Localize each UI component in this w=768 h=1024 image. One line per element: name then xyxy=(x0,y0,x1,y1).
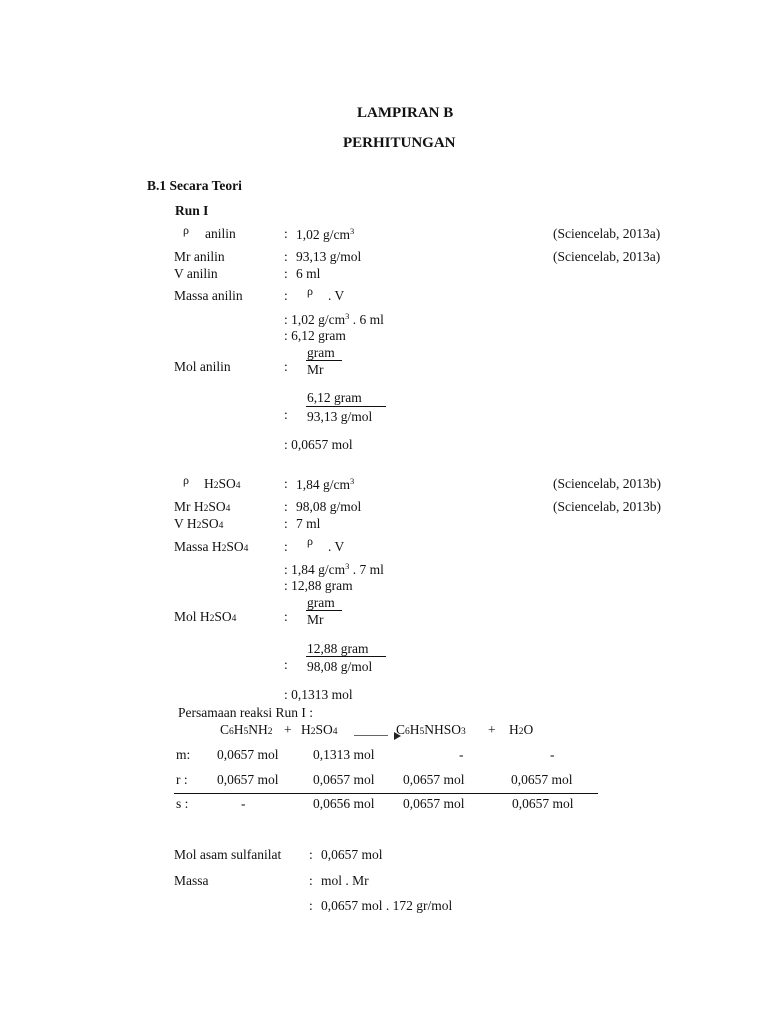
run-label: Run I xyxy=(175,203,209,218)
h2so4-massa-formula: . V xyxy=(328,539,345,554)
colon: : xyxy=(284,266,288,281)
anilin-mr-value: 93,13 g/mol xyxy=(296,249,362,264)
plus-sign: + xyxy=(488,722,496,737)
h2so4-mr-value: 98,08 g/mol xyxy=(296,499,362,514)
anilin-mol-label: Mol anilin xyxy=(174,359,231,374)
product-sulfanilic: C6H5NHSO3 xyxy=(396,722,466,737)
colon: : xyxy=(284,516,288,531)
anilin-mr-label: Mr anilin xyxy=(174,249,225,264)
plus-sign: + xyxy=(284,722,292,737)
product-water: H2O xyxy=(509,722,534,737)
sulfanilat-mol-value: 0,0657 mol xyxy=(321,847,383,862)
colon: : xyxy=(309,873,313,888)
table-cell: 0,0657 mol xyxy=(403,772,465,787)
page-subtitle: PERHITUNGAN xyxy=(343,135,456,151)
table-cell: 0,1313 mol xyxy=(313,747,375,762)
anilin-massa-formula: . V xyxy=(328,288,345,303)
colon: : xyxy=(284,499,288,514)
sulfanilat-massa-formula: mol . Mr xyxy=(321,873,369,888)
table-divider xyxy=(174,793,598,794)
anilin-rho-label: anilin xyxy=(205,226,236,241)
table-cell: 0,0657 mol xyxy=(511,772,573,787)
fraction-denominator: Mr xyxy=(307,362,324,377)
colon: : xyxy=(284,407,288,422)
page-title: LAMPIRAN B xyxy=(357,105,454,121)
anilin-v-label: V anilin xyxy=(174,266,218,281)
colon: : xyxy=(284,657,288,672)
anilin-massa-label: Massa anilin xyxy=(174,288,243,303)
h2so4-massa-step1: : 1,84 $g/cm^3$ . 7 ml xyxy=(284,561,384,577)
rho-symbol: ρ xyxy=(307,284,313,298)
anilin-massa-step2: : 6,12 gram xyxy=(284,328,346,343)
h2so4-rho-label: H2SO4 xyxy=(204,476,241,491)
section-heading: B.1 Secara Teori xyxy=(147,178,242,193)
table-cell: 0,0657 mol xyxy=(512,796,574,811)
table-cell: - xyxy=(459,747,464,762)
fraction-denominator: Mr xyxy=(307,612,324,627)
h2so4-rho-ref: (Sciencelab, 2013b) xyxy=(553,476,661,491)
row-label: m: xyxy=(176,747,191,762)
reactant-h2so4: H2SO4 xyxy=(301,722,338,737)
colon: : xyxy=(284,476,288,491)
h2so4-massa-label: Massa H2SO4 xyxy=(174,539,249,554)
table-cell: - xyxy=(241,796,246,811)
reaction-title: Persamaan reaksi Run I : xyxy=(178,705,313,720)
table-cell: - xyxy=(550,747,555,762)
colon: : xyxy=(284,359,288,374)
row-label: s : xyxy=(176,796,189,811)
colon: : xyxy=(284,539,288,554)
fraction-line xyxy=(306,360,342,361)
rho-symbol: ρ xyxy=(307,534,313,548)
row-label: r : xyxy=(176,772,188,787)
h2so4-rho-value: 1,84 $g/cm^3$ xyxy=(296,476,355,492)
colon: : xyxy=(284,226,288,241)
h2so4-v-value: 7 ml xyxy=(296,516,321,531)
table-cell: 0,0656 mol xyxy=(313,796,375,811)
table-cell: 0,0657 mol xyxy=(217,747,279,762)
fraction-numerator: 6,12 gram xyxy=(307,390,362,405)
table-cell: 0,0657 mol xyxy=(217,772,279,787)
fraction-numerator: gram xyxy=(307,345,335,360)
colon: : xyxy=(309,898,313,913)
anilin-rho-ref: (Sciencelab, 2013a) xyxy=(553,226,661,241)
colon: : xyxy=(309,847,313,862)
fraction-line xyxy=(306,656,386,657)
fraction-line xyxy=(306,610,342,611)
h2so4-mol-result: : 0,1313 mol xyxy=(284,687,353,702)
h2so4-massa-step2: : 12,88 gram xyxy=(284,578,353,593)
anilin-rho-value: 1,02 $g/cm^3$ xyxy=(296,226,355,242)
reaction-arrow xyxy=(354,735,388,736)
fraction-line xyxy=(306,406,386,407)
h2so4-mol-label: Mol H2SO4 xyxy=(174,609,237,624)
table-cell: 0,0657 mol xyxy=(313,772,375,787)
fraction-denominator: 93,13 g/mol xyxy=(307,409,373,424)
fraction-numerator: gram xyxy=(307,595,335,610)
colon: : xyxy=(284,609,288,624)
sulfanilat-massa-label: Massa xyxy=(174,873,209,888)
fraction-numerator: 12,88 gram xyxy=(307,641,369,656)
h2so4-mr-ref: (Sciencelab, 2013b) xyxy=(553,499,661,514)
rho-symbol: ρ xyxy=(183,223,189,237)
colon: : xyxy=(284,288,288,303)
h2so4-mr-label: Mr H2SO4 xyxy=(174,499,231,514)
sulfanilat-mol-label: Mol asam sulfanilat xyxy=(174,847,282,862)
anilin-mol-result: : 0,0657 mol xyxy=(284,437,353,452)
anilin-massa-step1: : 1,02 $g/cm^3$ . 6 ml xyxy=(284,311,384,327)
table-cell: 0,0657 mol xyxy=(403,796,465,811)
h2so4-v-label: V H2SO4 xyxy=(174,516,224,531)
anilin-v-value: 6 ml xyxy=(296,266,321,281)
colon: : xyxy=(284,249,288,264)
fraction-denominator: 98,08 g/mol xyxy=(307,659,373,674)
sulfanilat-massa-step: 0,0657 mol . 172 gr/mol xyxy=(321,898,453,913)
rho-symbol: ρ xyxy=(183,473,189,487)
reactant-aniline: C6H5NH2 xyxy=(220,722,273,737)
anilin-mr-ref: (Sciencelab, 2013a) xyxy=(553,249,661,264)
